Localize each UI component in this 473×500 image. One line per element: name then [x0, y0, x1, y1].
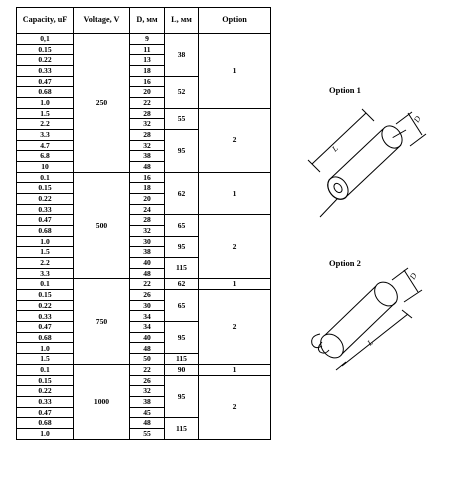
diameter-cell: 26: [130, 375, 165, 386]
table-row: [17, 215, 271, 226]
capacity-cell: 3.3: [17, 130, 74, 141]
capacitor-spec-table: [16, 7, 271, 440]
capacity-cell: 0.15: [17, 375, 74, 386]
capacity-cell: 0.33: [17, 311, 74, 322]
capacity-cell: 0.68: [17, 332, 74, 343]
length-cell: 95: [165, 375, 199, 418]
diameter-cell: 22: [130, 98, 165, 109]
capacity-cell: 0.22: [17, 194, 74, 205]
diameter-cell: 26: [130, 290, 165, 301]
diameter-cell: 20: [130, 194, 165, 205]
option-2-l-ext-2: [402, 310, 412, 318]
length-cell: 65: [165, 290, 199, 322]
diameter-cell: 50: [130, 354, 165, 365]
option-2-capacitor-drawing: [300, 272, 430, 372]
length-cell: 65: [165, 215, 199, 236]
length-cell: 52: [165, 76, 199, 108]
diameter-cell: 22: [130, 364, 165, 375]
diameter-cell: 16: [130, 76, 165, 87]
capacity-cell: 4.7: [17, 140, 74, 151]
length-cell: 38: [165, 34, 199, 77]
length-cell: 62: [165, 172, 199, 215]
option-1-d-label: D: [411, 114, 423, 124]
diameter-cell: 55: [130, 428, 165, 439]
diameter-cell: 18: [130, 183, 165, 194]
capacity-cell: 0.15: [17, 44, 74, 55]
capacity-cell: 0.22: [17, 386, 74, 397]
capacity-cell: 2.2: [17, 258, 74, 269]
diameter-cell: 38: [130, 247, 165, 258]
capacity-cell: 0.33: [17, 204, 74, 215]
diameter-cell: 45: [130, 407, 165, 418]
capacity-cell: 10: [17, 162, 74, 173]
header-length: L, мм: [165, 8, 199, 34]
capacity-cell: 0,1: [17, 34, 74, 45]
capacity-cell: 0.47: [17, 322, 74, 333]
capacity-cell: 0.33: [17, 66, 74, 77]
diameter-cell: 24: [130, 204, 165, 215]
option-cell: 2: [199, 375, 271, 439]
capacity-cell: 0.47: [17, 215, 74, 226]
capacity-cell: 1.0: [17, 98, 74, 109]
option-1-d-ext-1: [396, 112, 412, 124]
capacity-cell: 6.8: [17, 151, 74, 162]
capacity-cell: 0.33: [17, 396, 74, 407]
length-cell: 115: [165, 418, 199, 439]
option-cell: 1: [199, 34, 271, 109]
table-row: [17, 34, 271, 45]
diameter-cell: 48: [130, 418, 165, 429]
diameter-cell: 28: [130, 130, 165, 141]
length-cell: 95: [165, 322, 199, 354]
option-1-l-label: L: [330, 143, 340, 154]
diameter-cell: 40: [130, 332, 165, 343]
length-cell: 115: [165, 258, 199, 279]
voltage-cell: 1000: [74, 364, 130, 439]
option-2-d-label: D: [407, 271, 419, 281]
capacity-cell: 1.5: [17, 354, 74, 365]
option-2-l-ext-1: [336, 362, 346, 370]
voltage-cell: 750: [74, 279, 130, 364]
diameter-cell: 30: [130, 236, 165, 247]
capacity-cell: 3.3: [17, 268, 74, 279]
capacity-cell: 0.15: [17, 290, 74, 301]
table-header-row: [17, 8, 271, 34]
capacity-cell: 1.0: [17, 236, 74, 247]
diameter-cell: 34: [130, 322, 165, 333]
length-cell: 115: [165, 354, 199, 365]
diameter-cell: 48: [130, 343, 165, 354]
capacity-cell: 0.47: [17, 407, 74, 418]
capacity-cell: 1.0: [17, 428, 74, 439]
capacity-cell: 0.22: [17, 300, 74, 311]
capacity-cell: 2.2: [17, 119, 74, 130]
option-2-d-ext-1: [392, 268, 408, 280]
capacity-cell: 1.0: [17, 343, 74, 354]
table-body: [17, 34, 271, 440]
diameter-cell: 22: [130, 279, 165, 290]
voltage-cell: 250: [74, 34, 130, 173]
option-2-d-ext-2: [404, 290, 422, 302]
diameter-cell: 32: [130, 386, 165, 397]
diameter-cell: 32: [130, 119, 165, 130]
diameter-cell: 38: [130, 151, 165, 162]
voltage-cell: 500: [74, 172, 130, 279]
diameter-cell: 34: [130, 311, 165, 322]
diameter-cell: 48: [130, 268, 165, 279]
capacity-cell: 0.47: [17, 76, 74, 87]
option-cell: 1: [199, 279, 271, 290]
length-cell: 90: [165, 364, 199, 375]
capacity-cell: 1.5: [17, 108, 74, 119]
option-2-l-label: L: [365, 337, 375, 348]
diameter-cell: 13: [130, 55, 165, 66]
capacity-cell: 0.22: [17, 55, 74, 66]
table-row: [17, 375, 271, 386]
diameter-cell: 28: [130, 108, 165, 119]
capacity-cell: 0.15: [17, 183, 74, 194]
diameter-cell: 40: [130, 258, 165, 269]
option-2-title: Option 2: [329, 258, 361, 268]
option-cell: 1: [199, 172, 271, 215]
option-1-title: Option 1: [329, 85, 361, 95]
capacity-cell: 0.68: [17, 226, 74, 237]
option-cell: 1: [199, 364, 271, 375]
table-row: [17, 279, 271, 290]
diameter-cell: 32: [130, 140, 165, 151]
capacity-cell: 0.1: [17, 364, 74, 375]
header-capacity: Capacity, uF: [17, 8, 74, 34]
table-row: [17, 364, 271, 375]
capacity-cell: 0.1: [17, 279, 74, 290]
option-cell: 2: [199, 108, 271, 172]
option-cell: 2: [199, 215, 271, 279]
diameter-cell: 48: [130, 162, 165, 173]
diameter-cell: 20: [130, 87, 165, 98]
length-cell: 95: [165, 236, 199, 257]
diameter-cell: 30: [130, 300, 165, 311]
table-row: [17, 108, 271, 119]
capacity-cell: 0.68: [17, 418, 74, 429]
option-1-d-ext-2: [410, 134, 426, 146]
option-1-lead-bottom: [320, 198, 338, 217]
length-cell: 55: [165, 108, 199, 129]
diameter-cell: 18: [130, 66, 165, 77]
header-diameter: D, мм: [130, 8, 165, 34]
diameter-cell: 11: [130, 44, 165, 55]
table-row: [17, 290, 271, 301]
capacity-cell: 0.68: [17, 87, 74, 98]
diameter-cell: 38: [130, 396, 165, 407]
diameter-cell: 16: [130, 172, 165, 183]
capacity-cell: 1.5: [17, 247, 74, 258]
option-1-capacitor-drawing: [300, 110, 430, 230]
option-cell: 2: [199, 290, 271, 365]
diameter-cell: 32: [130, 226, 165, 237]
diameter-cell: 9: [130, 34, 165, 45]
header-option: Option: [199, 8, 271, 34]
diameter-cell: 28: [130, 215, 165, 226]
table-row: [17, 172, 271, 183]
header-voltage: Voltage, V: [74, 8, 130, 34]
capacity-cell: 0.1: [17, 172, 74, 183]
length-cell: 95: [165, 130, 199, 173]
length-cell: 62: [165, 279, 199, 290]
